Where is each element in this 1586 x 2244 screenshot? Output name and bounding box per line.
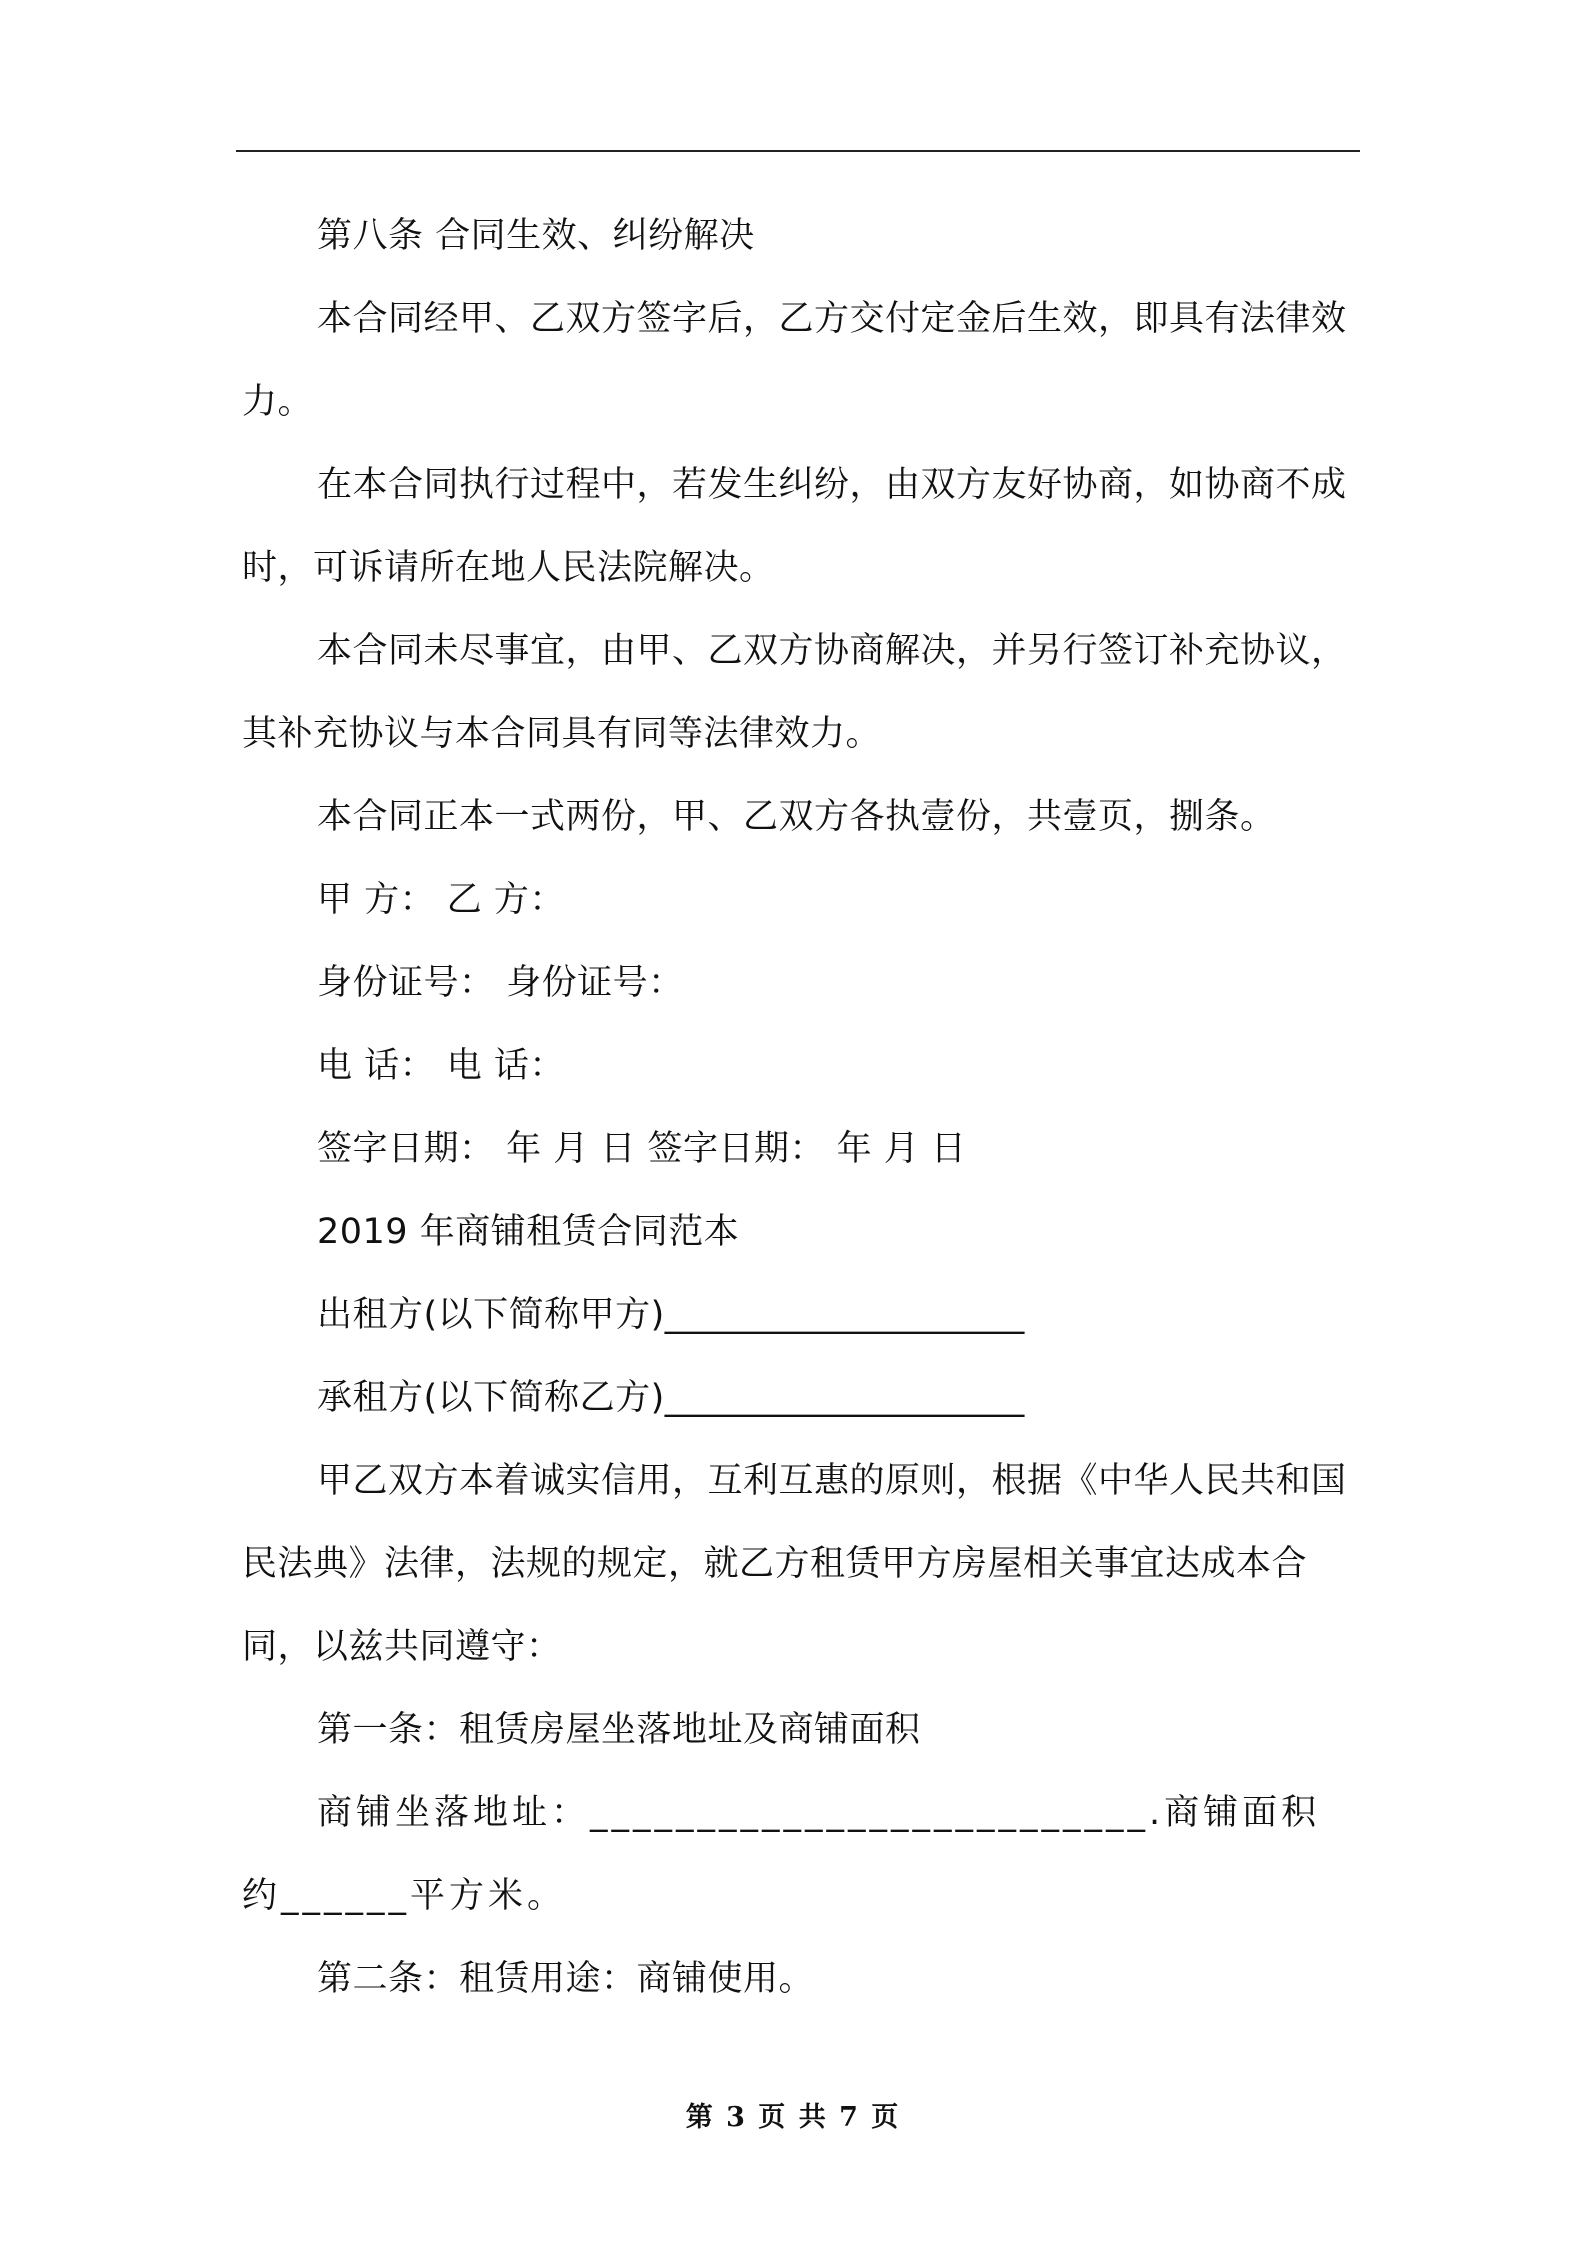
party-signature-line: 甲 方： 乙 方：	[317, 880, 565, 920]
document-body	[242, 195, 1358, 2021]
id-number-line: 身份证号： 身份证号：	[317, 963, 684, 1003]
lessee-line: 承租方(以下简称乙方)____________________	[317, 1378, 1025, 1418]
article-8-heading: 第八条 合同生效、纠纷解决	[317, 216, 755, 256]
article-2-heading: 第二条：租赁用途：商铺使用。	[317, 1959, 815, 1999]
header-rule	[236, 150, 1360, 152]
preamble: 甲乙双方本着诚实信用，互利互惠的原则，根据《中华人民共和国民法典》法律，法规的规定，就乙方租赁甲方房屋相关事宜达成本合同，以兹共同遵守：	[242, 1461, 1347, 1667]
lessor-line: 出租方(以下简称甲方)____________________	[317, 1295, 1025, 1335]
supplement-clause: 本合同未尽事宜，由甲、乙双方协商解决，并另行签订补充协议，其补充协议与本合同具有同等法律效力。	[242, 631, 1347, 754]
copies-clause: 本合同正本一式两份，甲、乙双方各执壹份，共壹页，捌条。	[317, 797, 1276, 837]
phone-line: 电 话： 电 话：	[317, 1046, 565, 1086]
page-number: 第 3 页 共 7 页	[685, 2102, 901, 2133]
shop-address-line: 商铺坐落地址：__________________________.商铺面积约______平方米。	[242, 1793, 1321, 1916]
contract-title: 2019 年商铺租赁合同范本	[317, 1212, 740, 1252]
effect-clause: 本合同经甲、乙双方签字后，乙方交付定金后生效，即具有法律效力。	[242, 299, 1347, 422]
signing-date-line: 签字日期： 年 月 日 签字日期： 年 月 日	[317, 1129, 967, 1169]
dispute-clause: 在本合同执行过程中，若发生纠纷，由双方友好协商，如协商不成时，可诉请所在地人民法院解决。	[242, 465, 1347, 588]
article-1-heading: 第一条：租赁房屋坐落地址及商铺面积	[317, 1710, 921, 1750]
